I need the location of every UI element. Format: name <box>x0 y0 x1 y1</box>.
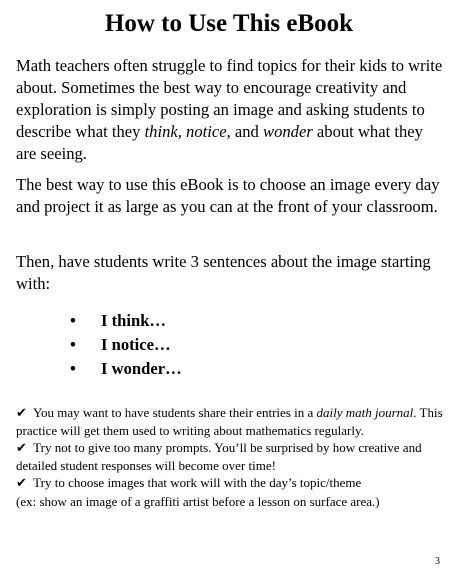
list-item <box>0 357 458 381</box>
tip-journal-text-2: . This practice will get them used to writing about mathematics regularly. <box>16 405 443 438</box>
starter-i-wonder: I wonder… <box>101 359 182 378</box>
intro-text-3: about what they are seeing. <box>16 122 423 163</box>
list-item <box>0 309 458 333</box>
intro-paragraph <box>16 55 446 165</box>
intro-text-1: Math teachers often struggle to find topics for their kids to write about. Sometimes the best way to encourage creativity and exploration is simply posting an image and asking students to describe what they <box>16 56 443 141</box>
tip-journal-emphasis: daily math journal <box>316 405 414 420</box>
usage-paragraph: The best way to use this eBook is to choose an image every day and project it as large as you can at the front of your classroom. <box>16 175 440 216</box>
list-item <box>0 333 458 357</box>
bullet-icon: • <box>70 311 76 330</box>
bullet-icon: • <box>70 359 76 378</box>
instruction-paragraph: Then, have students write 3 sentences about the image starting with: <box>16 252 431 293</box>
checkmark-icon: ✔ <box>16 441 27 456</box>
tip-prompts <box>16 440 446 474</box>
intro-emphasis-think-notice: think, notice <box>144 122 227 141</box>
tip-journal-text-1: You may want to have students share their entries in a <box>32 405 317 420</box>
sentence-starters-list <box>0 309 458 381</box>
checkmark-icon: ✔ <box>16 476 27 491</box>
tip-images-text: Try to choose images that work will with the day’s topic/theme <box>33 475 362 490</box>
page-title: How to Use This eBook <box>104 10 354 37</box>
intro-emphasis-wonder: wonder <box>263 122 313 141</box>
tip-prompts-text: Try not to give too many prompts. You’ll be surprised by how creative and detailed student responses will become over time! <box>16 440 422 473</box>
bullet-icon: • <box>70 335 76 354</box>
page-number: 3 <box>435 556 440 567</box>
tip-images <box>16 475 446 493</box>
tip-example: (ex: show an image of a graffiti artist before a lesson on surface area.) <box>16 493 380 509</box>
starter-i-think: I think… <box>101 311 167 330</box>
intro-text-2: , and <box>226 122 263 141</box>
checkmark-icon: ✔ <box>16 406 27 421</box>
tip-journal <box>16 405 446 439</box>
starter-i-notice: I notice… <box>101 335 171 354</box>
tips-section <box>16 405 446 510</box>
